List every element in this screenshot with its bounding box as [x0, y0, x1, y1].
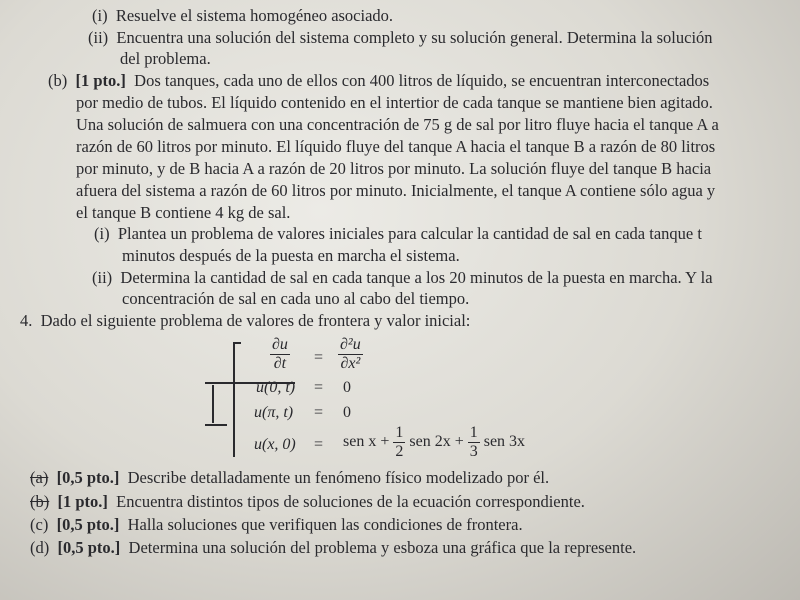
item-text: Halla soluciones que verifiquen las condiciones de frontera. — [127, 515, 523, 534]
eq-rhs-d2u-dx2 — [338, 336, 363, 373]
handwritten-mark-vertical — [212, 385, 214, 423]
part-b-line-2: por medio de tubos. El líquido contenido en el intertior de cada tanque se mantiene bien agitado. — [76, 93, 713, 112]
part-a-item-i — [92, 6, 393, 26]
term-sen-x: sen x + — [343, 433, 390, 451]
part-b-label: (b) — [48, 71, 68, 90]
item-text: Encuentra una solución del sistema completo y su solución general. Determina la solución — [116, 28, 713, 47]
item-text: Encuentra distintos tipos de soluciones de la ecuación correspondiente. — [116, 492, 585, 511]
item-label: (b) — [30, 492, 50, 511]
equals-sign: = — [314, 404, 324, 421]
part-a-item-ii — [88, 28, 713, 48]
item-text: Resuelve el sistema homogéneo asociado. — [115, 6, 394, 25]
part-b-points: [1 pto.] — [75, 71, 126, 90]
item-label: (ii) — [88, 28, 109, 47]
numerator-du: ∂u — [272, 336, 288, 353]
item-points: [1 pto.] — [57, 492, 108, 511]
item-label: (ii) — [92, 268, 113, 287]
denominator-dx2: ∂x² — [340, 355, 361, 372]
item-text: Determina una solución del problema y esboza una gráfica que la represente. — [128, 538, 637, 557]
item-points: [0,5 pto.] — [56, 468, 120, 487]
problem-text: Dado el siguiente problema de valores de frontera y valor inicial: — [40, 311, 471, 330]
problem-4-item-a — [30, 468, 549, 488]
problem-4-item-d — [30, 538, 636, 558]
part-b-line-7: el tanque B contiene 4 kg de sal. — [76, 203, 291, 222]
denominator-dt: ∂t — [273, 355, 287, 372]
part-b-line-5: por minuto, y de B hacia A a razón de 20 litros por minuto. La solución fluye del tanque B hacia — [76, 159, 712, 178]
left-brace — [233, 342, 235, 457]
boundary-condition-1: u(0, t) — [256, 379, 296, 396]
equals-sign: = — [314, 379, 324, 396]
problem-number: 4. — [20, 311, 33, 330]
bc1-value: 0 — [343, 379, 351, 396]
initial-condition: u(x, 0) — [254, 436, 296, 453]
part-b-line-4: razón de 60 litros por minuto. El líquido fluye del tanque A hacia el tanque B a razón de 80 litros — [76, 137, 716, 156]
part-b-text: Dos tanques, cada uno de ellos con 400 litros de líquido, se encuentran interconectados — [134, 71, 710, 90]
handwritten-mark-bottom — [205, 424, 227, 426]
bc2-value: 0 — [343, 404, 351, 421]
item-text: Describe detalladamente un fenómeno físico modelizado por él. — [127, 468, 550, 487]
item-label: (i) — [94, 224, 110, 243]
eq-lhs-du-dt — [270, 336, 290, 373]
item-label: (a) — [30, 468, 49, 487]
item-label: (c) — [30, 515, 49, 534]
term-sen-3x: sen 3x — [483, 433, 526, 451]
term-sen-2x: sen 2x + — [409, 433, 464, 451]
part-b-line-6: afuera del sistema a razón de 60 litros por minuto. Inicialmente, el tanque A contiene sólo agua y — [76, 181, 716, 200]
numerator-one: 1 — [469, 424, 478, 441]
item-points: [0,5 pto.] — [57, 538, 121, 557]
numerator-d2u: ∂²u — [340, 336, 361, 353]
equals-sign: = — [314, 436, 324, 453]
item-label: (i) — [92, 6, 108, 25]
boundary-condition-2: u(π, t) — [254, 404, 294, 421]
initial-condition-rhs — [343, 424, 525, 461]
equals-sign: = — [314, 349, 324, 366]
denominator-three: 3 — [469, 443, 478, 460]
brace-hook-top — [233, 342, 241, 344]
item-text: Plantea un problema de valores iniciales para calcular la cantidad de sal en cada tanque t — [117, 224, 702, 243]
item-points: [0,5 pto.] — [56, 515, 120, 534]
part-b-item-ii-cont: concentración de sal en cada uno al cabo del tiempo. — [122, 289, 470, 308]
part-b-item-i — [94, 224, 702, 244]
problem-4-item-b — [30, 492, 585, 512]
part-b-line-3: Una solución de salmuera con una concentración de 75 g de sal por litro fluye hacia el tanque A a — [76, 115, 719, 134]
part-b-item-ii — [92, 268, 713, 288]
denominator-two: 2 — [395, 443, 404, 460]
problem-4-item-c — [30, 515, 523, 535]
problem-4-statement — [20, 311, 470, 331]
item-text: Determina la cantidad de sal en cada tanque a los 20 minutos de la puesta en marcha. Y la — [120, 268, 713, 287]
numerator-one: 1 — [395, 424, 404, 441]
part-b-item-i-cont: minutos después de la puesta en marcha el sistema. — [122, 246, 460, 265]
part-b-line-1 — [48, 71, 709, 91]
item-label: (d) — [30, 538, 50, 557]
part-a-item-ii-cont: del problema. — [120, 49, 211, 68]
